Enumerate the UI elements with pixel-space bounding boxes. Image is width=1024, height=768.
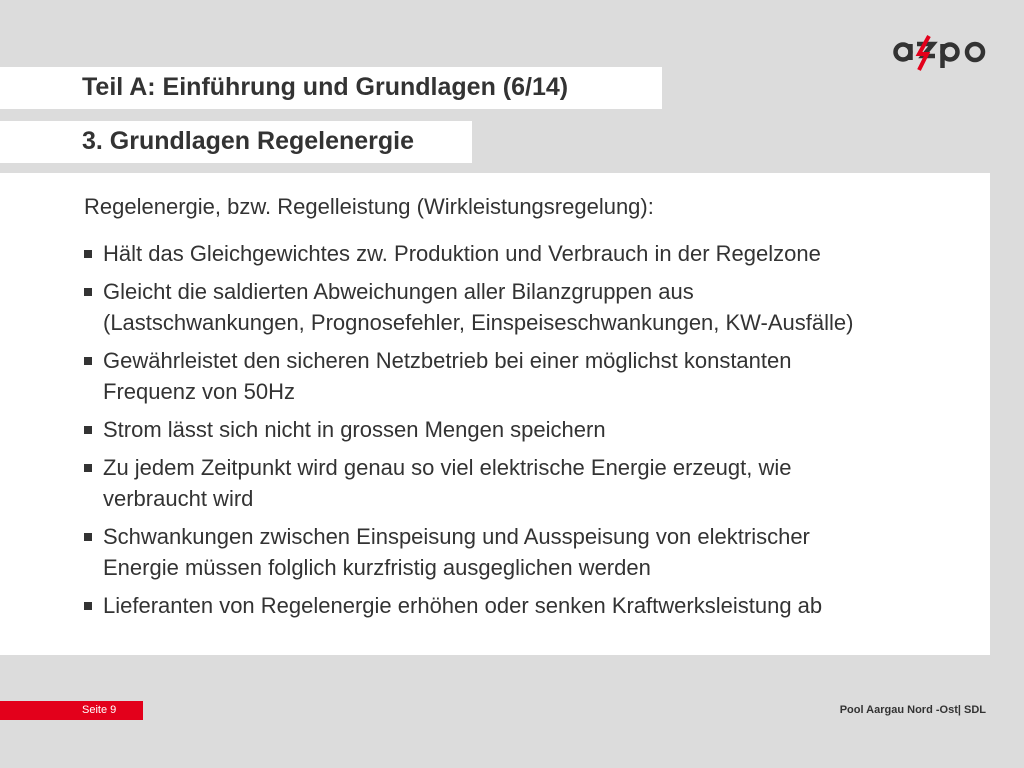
square-bullet-icon: [84, 602, 92, 610]
bullet-text-continuation: Energie müssen folglich kurzfristig ausgeglichen werden: [103, 555, 651, 580]
list-item: [84, 590, 984, 621]
slide-title: Teil A: Einführung und Grundlagen (6/14): [82, 73, 569, 101]
page-number: Seite 9: [82, 704, 117, 716]
bullet-text-continuation: verbraucht wird: [103, 486, 254, 511]
bullet-text-continuation: (Lastschwankungen, Prognosefehler, Einspeiseschwankungen, KW-Ausfälle): [103, 310, 854, 335]
square-bullet-icon: [84, 464, 92, 472]
square-bullet-icon: [84, 250, 92, 258]
bullet-list: [84, 238, 984, 628]
list-item: [84, 238, 984, 269]
bullet-text: Strom lässt sich nicht in grossen Mengen speichern: [103, 417, 606, 442]
bullet-text: Gewährleistet den sicheren Netzbetrieb bei einer möglichst konstanten: [103, 348, 792, 373]
list-item: [84, 521, 984, 583]
footer-text: Pool Aargau Nord -Ost| SDL: [839, 704, 986, 716]
bullet-text: Zu jedem Zeitpunkt wird genau so viel elektrische Energie erzeugt, wie: [103, 455, 792, 480]
bullet-text: Lieferanten von Regelenergie erhöhen oder senken Kraftwerksleistung ab: [103, 593, 823, 618]
bullet-text: Schwankungen zwischen Einspeisung und Ausspeisung von elektrischer: [103, 524, 810, 549]
bullet-text: Hält das Gleichgewichtes zw. Produktion und Verbrauch in der Regelzone: [103, 241, 821, 266]
list-item: [84, 276, 984, 338]
intro-text: Regelenergie, bzw. Regelleistung (Wirkleistungsregelung):: [84, 194, 654, 219]
axpo-logo-icon: [893, 32, 993, 72]
list-item: [84, 414, 984, 445]
page-number-badge: [0, 701, 143, 720]
bullet-text: Gleicht die saldierten Abweichungen aller Bilanzgruppen aus: [103, 279, 694, 304]
square-bullet-icon: [84, 426, 92, 434]
square-bullet-icon: [84, 288, 92, 296]
square-bullet-icon: [84, 533, 92, 541]
slide-subtitle: 3. Grundlagen Regelenergie: [82, 127, 415, 155]
square-bullet-icon: [84, 357, 92, 365]
list-item: [84, 345, 984, 407]
axpo-logo: [893, 32, 993, 72]
list-item: [84, 452, 984, 514]
bullet-text-continuation: Frequenz von 50Hz: [103, 379, 295, 404]
